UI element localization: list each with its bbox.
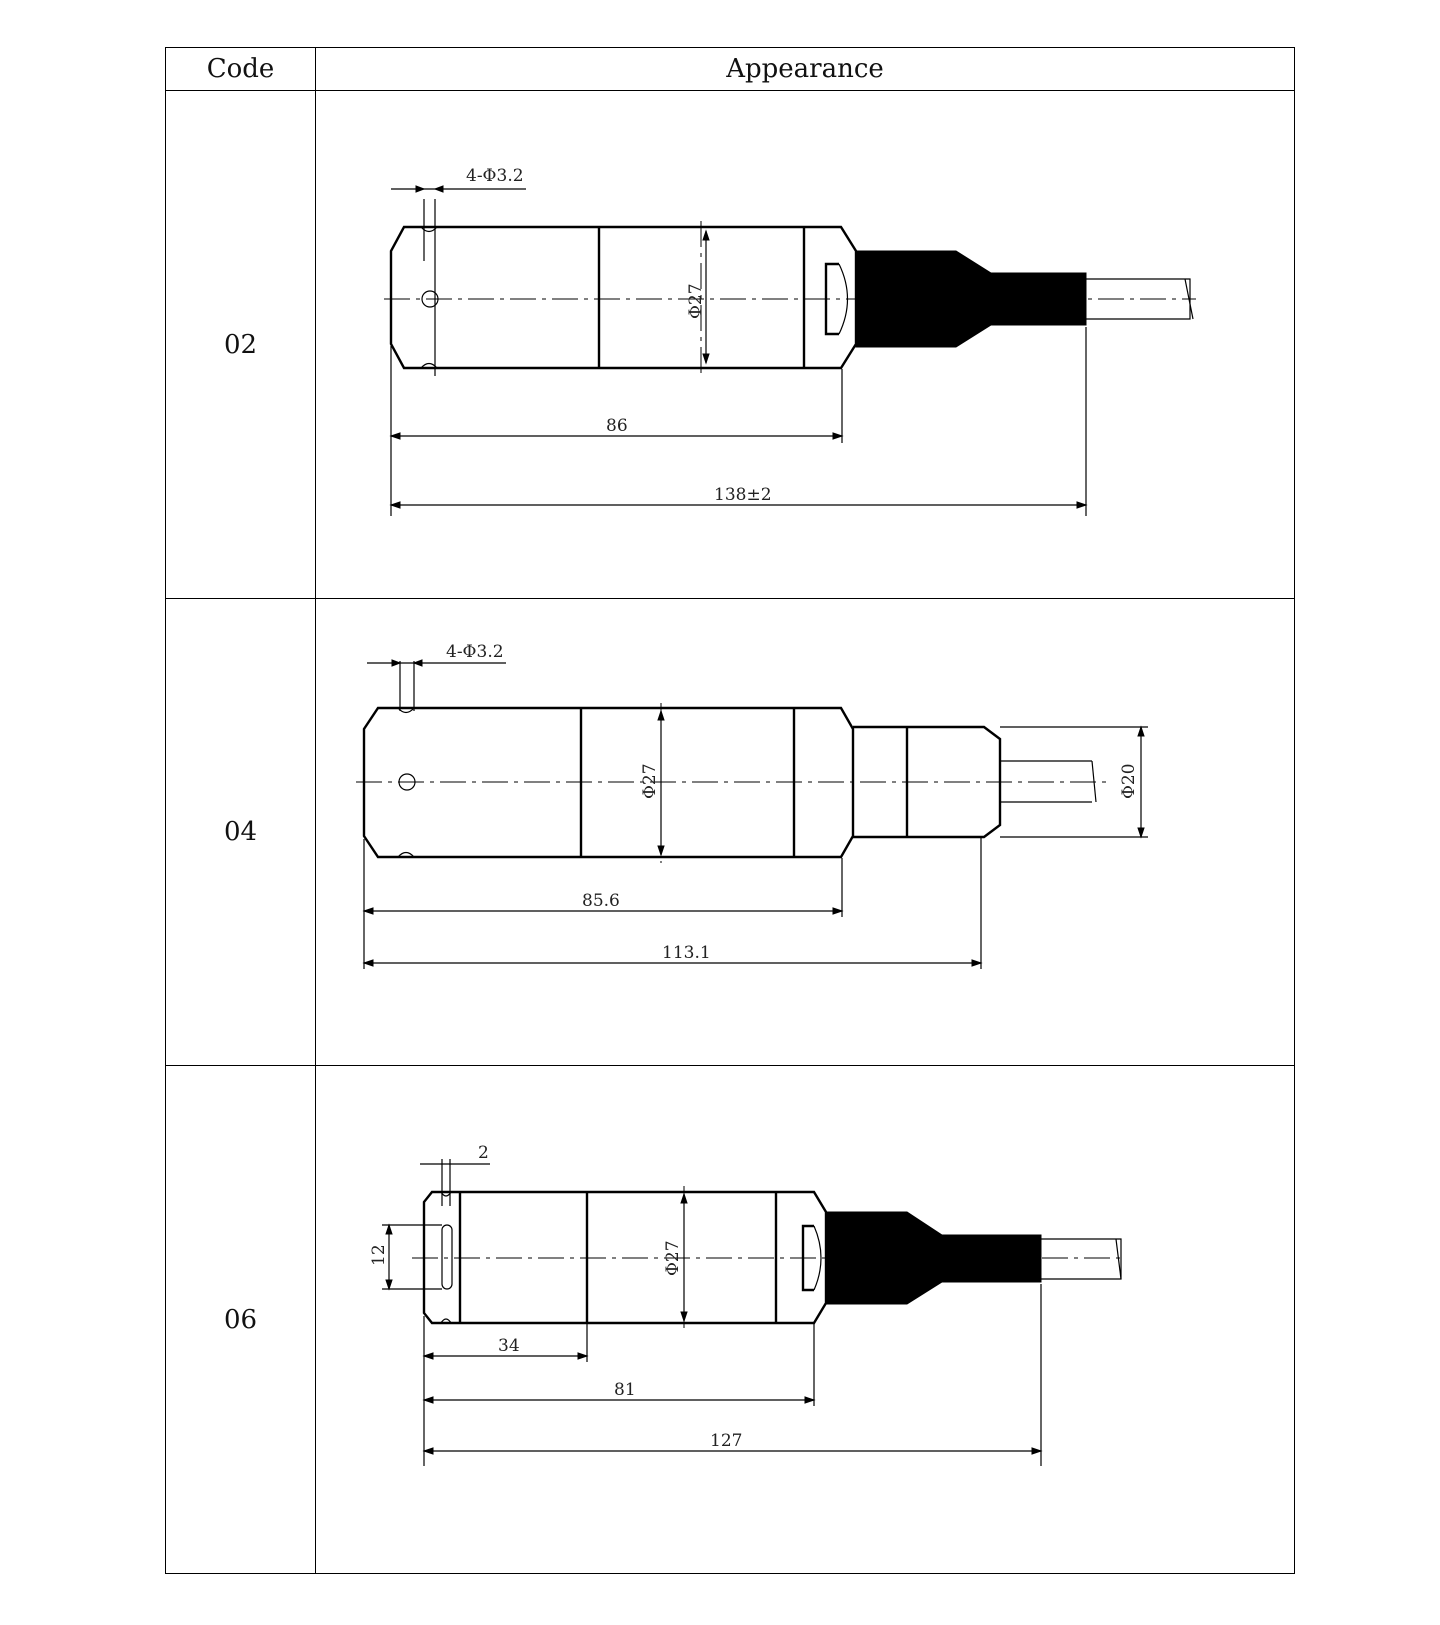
header-appearance: Appearance: [316, 48, 1295, 91]
drawing-04: [316, 599, 1294, 1065]
dim-diameter: Φ27: [640, 763, 660, 799]
dim-slot-length: 12: [369, 1244, 389, 1266]
code-cell: 04: [166, 599, 316, 1066]
header-row: [166, 48, 1295, 91]
table-row: [166, 1066, 1295, 1574]
table-row: [166, 599, 1295, 1066]
appearance-table: [165, 47, 1295, 1574]
appearance-cell: [316, 91, 1295, 599]
header-code: Code: [166, 48, 316, 91]
dim-length-body: 85.6: [582, 891, 620, 911]
drawing-06: [316, 1066, 1294, 1573]
appearance-cell: [316, 1066, 1295, 1574]
dim-length-body: 81: [614, 1380, 636, 1400]
dim-diameter: Φ27: [663, 1240, 683, 1276]
dim-diameter: Φ27: [686, 283, 706, 319]
drawing-02: [316, 91, 1294, 598]
dim-length-body: 86: [606, 416, 628, 436]
dim-holes: 4-Φ3.2: [466, 166, 524, 186]
code-cell: 06: [166, 1066, 316, 1574]
dim-holes: 4-Φ3.2: [446, 642, 504, 662]
dim-length-total: 113.1: [662, 943, 711, 963]
dim-slot-width: 2: [478, 1143, 489, 1163]
dim-length-total: 138±2: [714, 485, 772, 505]
dim-length-section: 34: [498, 1336, 520, 1356]
table-row: [166, 91, 1295, 599]
dim-diameter-tail: Φ20: [1119, 763, 1139, 799]
code-cell: 02: [166, 91, 316, 599]
appearance-cell: [316, 599, 1295, 1066]
dim-length-total: 127: [710, 1431, 743, 1451]
